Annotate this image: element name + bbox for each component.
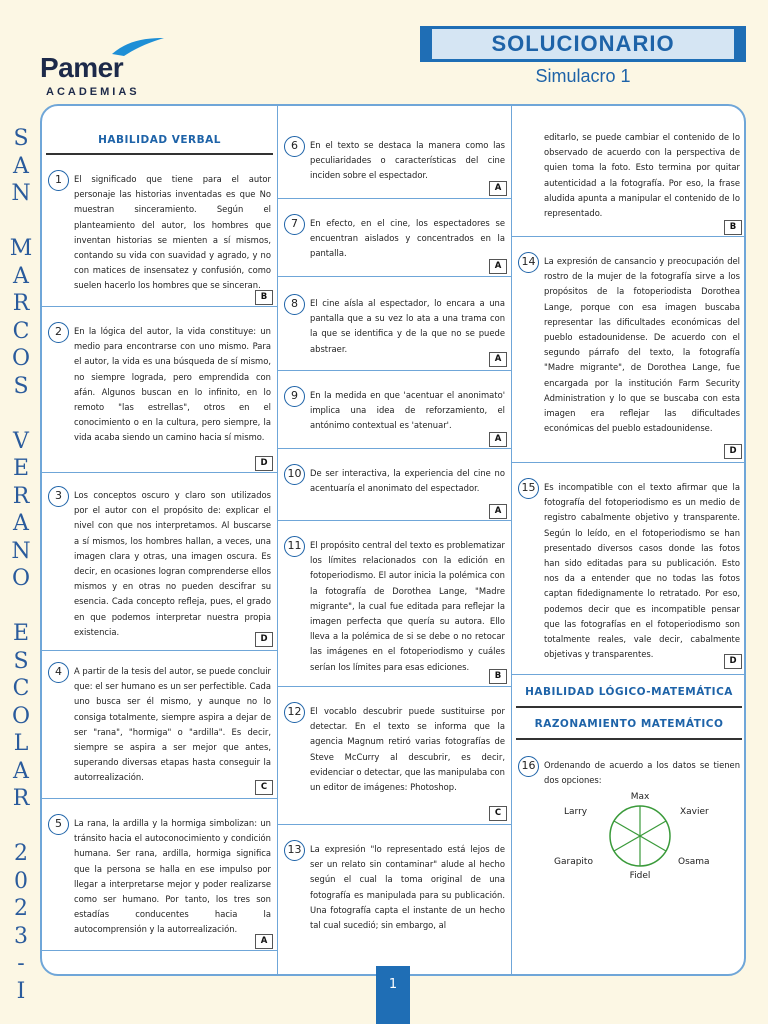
- vertical-letter: L: [13, 731, 29, 756]
- page-number: 1: [376, 966, 410, 1024]
- vertical-letter: R: [12, 786, 30, 811]
- divider: [516, 738, 742, 740]
- column-3: [512, 106, 746, 974]
- question-9: [278, 386, 511, 448]
- vertical-letter: C: [12, 676, 30, 701]
- question-text: Ordenando de acuerdo a los datos se tienen dos opciones:: [544, 760, 740, 786]
- vertical-letter: O: [11, 566, 31, 591]
- vertical-letter: N: [11, 181, 31, 206]
- column-1: [42, 106, 278, 974]
- separator: [278, 520, 511, 521]
- question-text: El vocablo descubrir puede sustituirse por detectar. En el texto se informa que la agencia Magnum retiró varias fotografías de Steve McCurry al descubrir, es decir, evidenciar o detectar, que las manipulaba con un editor de imágenes: Photoshop.: [310, 706, 505, 793]
- seat-label-garapito: Garapito: [554, 857, 593, 867]
- seat-label-max: Max: [630, 792, 650, 802]
- question-text: Es incompatible con el texto afirmar que la fotografía del fotoperiodismo es un medio de registro cabalmente objetivo y transparente. Según lo leído, en el fotoperiodismo se han presentado diversos casos donde las fotos han sido editadas para su publicación. Esto nos da a entender que no todas las fotos captan fidedignamente lo retratado. Por eso, podemos decir que es incompatible pensar que las fotografías en el fotoperiodismo son totalmente reales, vale decir, cabalmente objetivas y transparentes.: [544, 482, 740, 660]
- question-14: [512, 252, 746, 464]
- question-6: [278, 136, 511, 198]
- section-heading-logico: HABILIDAD LÓGICO-MATEMÁTICA: [525, 686, 733, 698]
- separator: [512, 236, 746, 237]
- vertical-title: [6, 125, 36, 1005]
- question-number: 13: [284, 840, 305, 861]
- question-text: La expresión de cansancio y preocupación del rostro de la mujer de la fotografía sirve a los propósitos de la fotoperiodista Dorothea Lange, porque con esa imagen buscaba representar las dificultades económicas del pueblo estadounidense. De acuerdo con el segundo párrafo del texto, la fotografía "Madre migrante", de Dorothea Lange, fue encargada por la institución Farm Security Administration y lo que se buscaba con esta imagen era reflejar las dificultades económicas del pueblo estadounidense.: [544, 256, 740, 434]
- answer-badge: C: [255, 780, 273, 795]
- question-text: En el texto se destaca la manera como las peculiaridades o características del cine inciden sobre el espectador.: [310, 140, 505, 181]
- question-15: [512, 478, 746, 678]
- vertical-letter: M: [9, 236, 33, 261]
- title-banner: [420, 26, 746, 62]
- answer-badge: A: [489, 504, 507, 519]
- question-number: 1: [48, 170, 69, 191]
- question-number: 4: [48, 662, 69, 683]
- vertical-letter: S: [13, 373, 29, 399]
- question-number: 5: [48, 814, 69, 835]
- question-number: 15: [518, 478, 539, 499]
- question-number: 11: [284, 536, 305, 557]
- question-number: 9: [284, 386, 305, 407]
- content-frame: [40, 104, 746, 976]
- vertical-letter: A: [13, 758, 29, 784]
- answer-badge: A: [255, 934, 273, 949]
- question-number: 16: [518, 756, 539, 777]
- question-text: De ser interactiva, la experiencia del cine no acentuaría el anonimato del espectador.: [310, 468, 505, 494]
- question-text: Los conceptos oscuro y claro son utilizados por el autor con el propósito de: explicar el nivel con que nos interpretamos. Al buscarse a sí mismos, los hombres hallan, a veces, una imagen clara y otras, una imagen oscura. Es decir, en ocasiones logran comprenderse ellos mismos y en otras no pueden descifrar su esencia. Cada concepto refleja, pues, el grado en que podemos interpretar nuestra propia existencia.: [74, 490, 271, 637]
- question-number: 8: [284, 294, 305, 315]
- question-number: 2: [48, 322, 69, 343]
- vertical-letter: 0: [14, 868, 28, 894]
- question-number: 10: [284, 464, 305, 485]
- separator: [512, 674, 746, 675]
- question-text: La rana, la ardilla y la hormiga simbolizan: un tránsito hacia el autoconocimiento y condición humana. Ser rana, ardilla, hormiga significa que la persona se halla en ese impulso por llegar a interpretarse mejor y poder realizarse como ser humano. Por tanto, los tres son estadías conducentes hacia la autocomprensión y la autorrealización.: [74, 818, 271, 935]
- answer-badge: A: [489, 432, 507, 447]
- column-2: [278, 106, 512, 974]
- question-number: 14: [518, 252, 539, 273]
- vertical-letter: R: [12, 483, 30, 509]
- answer-badge: D: [255, 632, 273, 647]
- question-7: [278, 214, 511, 276]
- separator: [278, 370, 511, 371]
- vertical-letter: C: [12, 318, 30, 344]
- vertical-letter: 2: [14, 841, 28, 866]
- answer-badge: A: [489, 259, 507, 274]
- question-text: En efecto, en el cine, los espectadores se encuentran aislados y concentrados en la pantalla.: [310, 218, 505, 259]
- vertical-letter: 3: [14, 923, 28, 949]
- question-text: El propósito central del texto es problematizar los límites relacionados con la edición en fotoperiodismo. El autor inicia la polémica con la fotografía de Dorothea Lange, "Madre migrante", la cual fue editada para reflejar la imagen perfecta que quería su autora. Ello lleva a la polémica de si se debe o no retocar las imágenes en el fotoperiodismo y cuáles serían los límites para esas ediciones.: [310, 540, 505, 672]
- answer-badge: B: [255, 290, 273, 305]
- section-heading-verbal: HABILIDAD VERBAL: [98, 134, 221, 146]
- answer-badge: B: [724, 220, 742, 235]
- answer-badge: A: [489, 352, 507, 367]
- vertical-letter: V: [13, 428, 29, 454]
- question-text: En la lógica del autor, la vida constituye: un medio para encontrarse con uno mismo. Para el autor, la vida es una búsqueda de sí mismo, no siempre lograda, pero emprendida con afán. Algunos buscan en lo infinito, en lo remoto "las estrellas", otros en el conocimiento o en la cultura, pero siempre, la vida acaba siendo un camino hacia sí mismo.: [74, 326, 271, 443]
- question-3: [42, 486, 277, 656]
- vertical-letter: I: [16, 978, 26, 1004]
- logo-subtitle: ACADEMIAS: [46, 86, 140, 98]
- question-12: [278, 702, 511, 824]
- separator: [42, 950, 277, 951]
- question-text: El cine aísla al espectador, lo encara a una pantalla que a su vez lo ata a una trama con la que se identifica y de la que no se puede abstraer.: [310, 298, 505, 354]
- question-5: [42, 814, 277, 954]
- answer-badge: D: [724, 654, 742, 669]
- vertical-letter: A: [13, 263, 29, 289]
- separator: [278, 824, 511, 825]
- logo-name: Pamer: [40, 52, 124, 83]
- question-number: 12: [284, 702, 305, 723]
- answer-badge: D: [724, 444, 742, 459]
- seat-label-osama: Osama: [678, 857, 710, 867]
- separator: [278, 686, 511, 687]
- question-1: [42, 170, 277, 310]
- vertical-letter: A: [13, 511, 29, 536]
- seat-label-fidel: Fidel: [629, 871, 651, 881]
- question-11: [278, 536, 511, 686]
- question-text: El significado que tiene para el autor personaje las historias inventadas es que No muestran sinceramiento. Según el planteamiento del autor, los hombres que inventan historias se mienten a sí mismos, contando su vida con suavidad y agrado, y no con matices de insensatez y confusión, como suelen hacerlo los hombres que se sinceran.: [74, 174, 271, 291]
- question-8: [278, 294, 511, 370]
- answer-badge: C: [489, 806, 507, 821]
- answer-badge: D: [255, 456, 273, 471]
- vertical-letter: S: [13, 126, 29, 151]
- section-heading-razonamiento: RAZONAMIENTO MATEMÁTICO: [534, 718, 724, 730]
- round-table: [610, 806, 670, 866]
- question-10: [278, 464, 511, 520]
- vertical-letter: R: [12, 291, 30, 316]
- question-text: editarlo, se puede cambiar el contenido de lo observado de acuerdo con la perspectiva de quien toma la foto. Esto termina por quitar autenticidad a la fotografía. Por eso, la frase aludida apunta a manipular el contenido de lo representado.: [544, 132, 740, 219]
- divider: [46, 153, 273, 155]
- answer-badge: A: [489, 181, 507, 196]
- vertical-letter: 2: [14, 896, 28, 921]
- separator: [42, 306, 277, 307]
- question-13-continued: [512, 128, 746, 238]
- vertical-letter: O: [11, 346, 31, 371]
- question-number: 3: [48, 486, 69, 507]
- question-text: A partir de la tesis del autor, se puede concluir que: el ser humano es un ser perfectible. Cada uno busca ser él mismo, y aunque no lo consiga totalmente, siempre aspira a dejar de ser "rana", "hormiga" o "ardilla". Es decir, siempre se aspira a ser mejor que antes, superando diversas etapas hasta conseguir la autorrealización.: [74, 666, 271, 783]
- question-number: 7: [284, 214, 305, 235]
- separator: [42, 798, 277, 799]
- question-4: [42, 662, 277, 802]
- seat-label-larry: Larry: [564, 807, 588, 817]
- pamer-logo: [40, 22, 180, 98]
- separator: [278, 448, 511, 449]
- seating-diagram: [552, 786, 722, 886]
- vertical-letter: E: [12, 456, 30, 481]
- separator: [278, 198, 511, 199]
- vertical-letter: N: [11, 538, 31, 564]
- seat-label-xavier: Xavier: [680, 807, 709, 817]
- question-text: La expresión "lo representado está lejos de ser un relato sin contaminar" alude al hecho según el cual la toma original de una fotografía es manipulada para su publicación. Una fotografía capta el instante de un hecho tal cual sucedió; sin embargo, al: [310, 844, 505, 931]
- vertical-letter: S: [13, 648, 29, 674]
- page-title: SOLUCIONARIO: [432, 29, 734, 59]
- vertical-letter: -: [17, 951, 25, 976]
- separator: [512, 462, 746, 463]
- question-number: 6: [284, 136, 305, 157]
- question-text: En la medida en que 'acentuar el anonimato' implica una idea de reforzamiento, el antónimo contextual es 'atenuar'.: [310, 390, 505, 431]
- vertical-letter: E: [12, 621, 30, 646]
- question-2: [42, 322, 277, 472]
- page-subtitle: Simulacro 1: [535, 66, 631, 86]
- separator: [278, 276, 511, 277]
- answer-badge: B: [489, 669, 507, 684]
- separator: [42, 472, 277, 473]
- vertical-letter: O: [11, 703, 31, 729]
- question-13: [278, 840, 511, 970]
- vertical-letter: A: [13, 153, 29, 179]
- separator: [42, 650, 277, 651]
- divider: [516, 706, 742, 708]
